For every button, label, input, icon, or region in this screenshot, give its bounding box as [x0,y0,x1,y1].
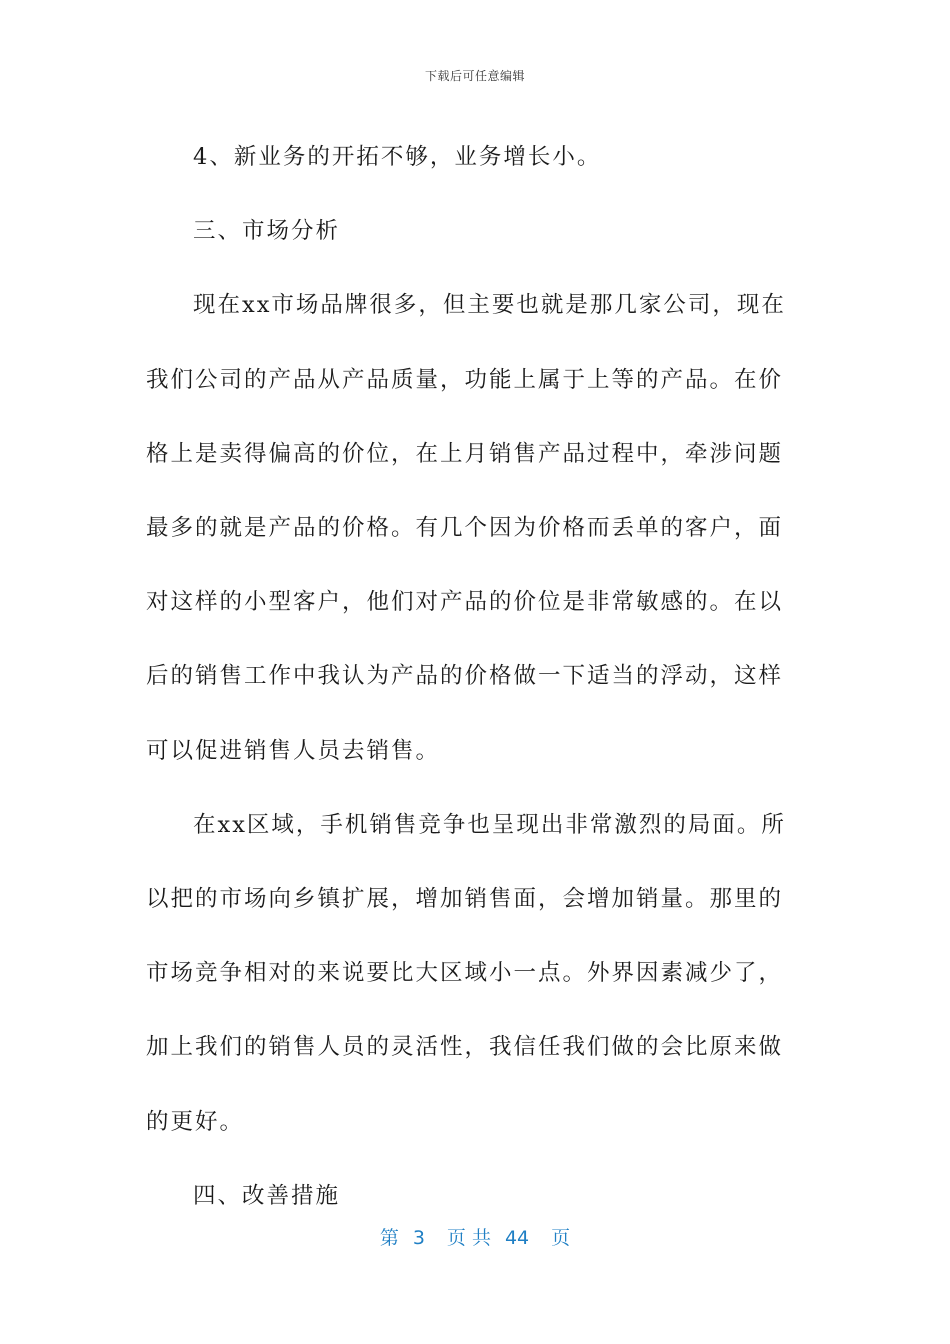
footer-middle: 页 共 [446,1227,491,1249]
document-body [146,120,806,1233]
section-heading-market-analysis: 三、市场分析 [193,218,341,245]
paragraph-regional-competition: 在xx区域，手机销售竞争也呈现出非常激烈的局面。所以把的市场向乡镇扩展，增加销售面，会增加销量。那里的市场竞争相对的来说要比大区域小一点。外界因素减少了，加上我们的销售人员的灵活性，我信任我们做的会比原来做的更好。 [146,811,786,1135]
footer-current-page: 3 [412,1227,425,1249]
footer-total-pages: 44 [504,1227,530,1249]
paragraph-market-brands: 现在xx市场品牌很多，但主要也就是那几家公司，现在我们公司的产品从产品质量，功能上属于上等的产品。在价格上是卖得偏高的价位，在上月销售产品过程中，牵涉问题最多的就是产品的价格。有几个因为价格而丢单的客户，面对这样的小型客户，他们对产品的价位是非常敏感的。在以后的销售工作中我认为产品的价格做一下适当的浮动，这样可以促进销售人员去销售。 [146,292,786,764]
paragraph-item-4: 4、新业务的开拓不够，业务增长小。 [193,144,602,170]
section-heading-improvements: 四、改善措施 [193,1182,341,1209]
header-note: 下载后可任意编辑 [424,69,525,83]
page-footer [0,1223,950,1250]
footer-suffix: 页 [551,1227,571,1249]
footer-prefix: 第 [379,1227,399,1249]
